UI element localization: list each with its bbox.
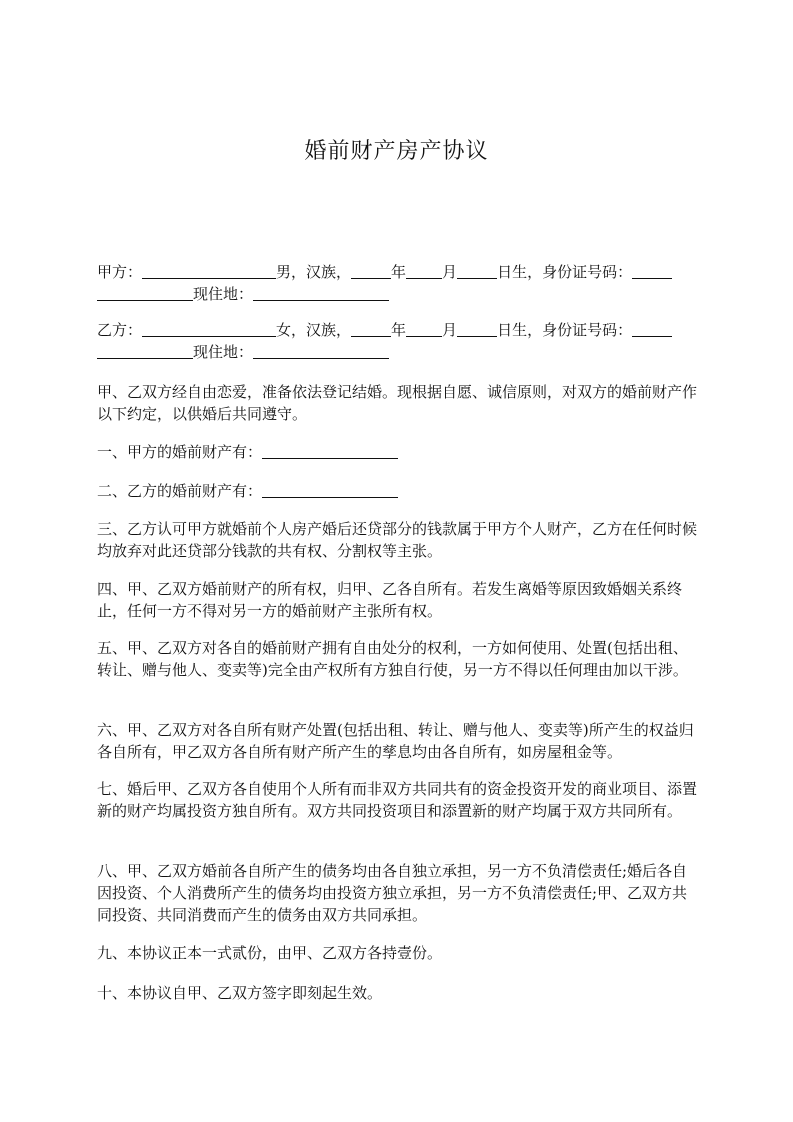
- party-a-day-label: 日生，身份证号码：: [497, 263, 633, 281]
- party-a-day-blank[interactable]: [457, 263, 497, 279]
- party-a-year-label: 年: [391, 263, 407, 281]
- clause-1-text: 一、甲方的婚前财产有：: [97, 443, 263, 461]
- party-b-address-blank[interactable]: [253, 343, 389, 359]
- clause-8: 八、甲、乙双方婚前各自所产生的债务均由各自独立承担，另一方不负清偿责任;婚后各自因投资、个人消费所产生的债务均由投资方独立承担，另一方不负清偿责任;甲、乙双方共同投资、共同消费而产生的债务由双方共同承担。: [97, 862, 688, 924]
- party-b-day-blank[interactable]: [457, 321, 497, 337]
- clause-3: 三、乙方认可甲方就婚前个人房产婚后还贷部分的钱款属于甲方个人财产，乙方在任何时候均放弃对此还贷部分钱款的共有权、分割权等主张。: [97, 520, 698, 560]
- clause-6: 六、甲、乙双方对各自所有财产处置(包括出租、转让、赠与他人、变卖等)所产生的权益归各自所有，甲乙双方各自所有财产所产生的孳息均由各自所有，如房屋租金等。: [97, 721, 694, 761]
- party-a-line: [97, 261, 697, 305]
- party-b-year-label: 年: [391, 321, 407, 339]
- party-a-id-blank-2[interactable]: [97, 285, 193, 301]
- party-b-id-blank-2[interactable]: [97, 343, 193, 359]
- party-a-address-blank[interactable]: [253, 285, 389, 301]
- party-b-month-blank[interactable]: [406, 321, 442, 337]
- intro-paragraph: 甲、乙双方经自由恋爱，准备依法登记结婚。现根据自愿、诚信原则，对双方的婚前财产作以下约定，以供婚后共同遵守。: [97, 383, 698, 423]
- clause-2: [97, 480, 697, 502]
- clause-1: [97, 441, 697, 463]
- document-title: 婚前财产房产协议: [304, 139, 489, 164]
- party-b-id-blank-1[interactable]: [632, 321, 672, 337]
- party-b-year-blank[interactable]: [351, 321, 391, 337]
- clause-9: 九、本协议正本一式贰份，由甲、乙双方各持壹份。: [97, 944, 443, 962]
- clause-1-blank[interactable]: [262, 443, 398, 459]
- party-b-name-blank[interactable]: [142, 321, 276, 337]
- clause-5: 五、甲、乙双方对各自的婚前财产拥有自由处分的权利，一方如何使用、处置(包括出租、转让、赠与他人、变卖等)完全由产权所有方独自行使，另一方不得以任何理由加以干涉。: [97, 639, 688, 679]
- party-a-gender: 男，汉族，: [276, 263, 352, 281]
- clause-4: 四、甲、乙双方婚前财产的所有权，归甲、乙各自所有。若发生离婚等原因致婚姻关系终止，任何一方不得对另一方的婚前财产主张所有权。: [97, 580, 683, 620]
- party-a-year-blank[interactable]: [351, 263, 391, 279]
- party-a-prefix: 甲方：: [97, 263, 143, 281]
- clause-2-text: 二、乙方的婚前财产有：: [97, 482, 263, 500]
- party-a-month-label: 月: [442, 263, 458, 281]
- party-a-address-label: 现住地：: [193, 285, 254, 303]
- party-b-gender: 女，汉族，: [276, 321, 352, 339]
- party-b-address-label: 现住地：: [193, 343, 254, 361]
- party-b-day-label: 日生，身份证号码：: [497, 321, 633, 339]
- party-a-month-blank[interactable]: [406, 263, 442, 279]
- party-a-name-blank[interactable]: [142, 263, 276, 279]
- party-b-month-label: 月: [442, 321, 458, 339]
- clause-2-blank[interactable]: [262, 482, 398, 498]
- party-a-id-blank-1[interactable]: [632, 263, 672, 279]
- party-b-prefix: 乙方：: [97, 321, 143, 339]
- party-b-line: [97, 319, 697, 363]
- clause-10: 十、本协议自甲、乙双方签字即刻起生效。: [97, 984, 383, 1002]
- clause-7: 七、婚后甲、乙双方各自使用个人所有而非双方共同共有的资金投资开发的商业项目、添置新的财产均属投资方独自所有。双方共同投资项目和添置新的财产均属于双方共同所有。: [97, 780, 698, 820]
